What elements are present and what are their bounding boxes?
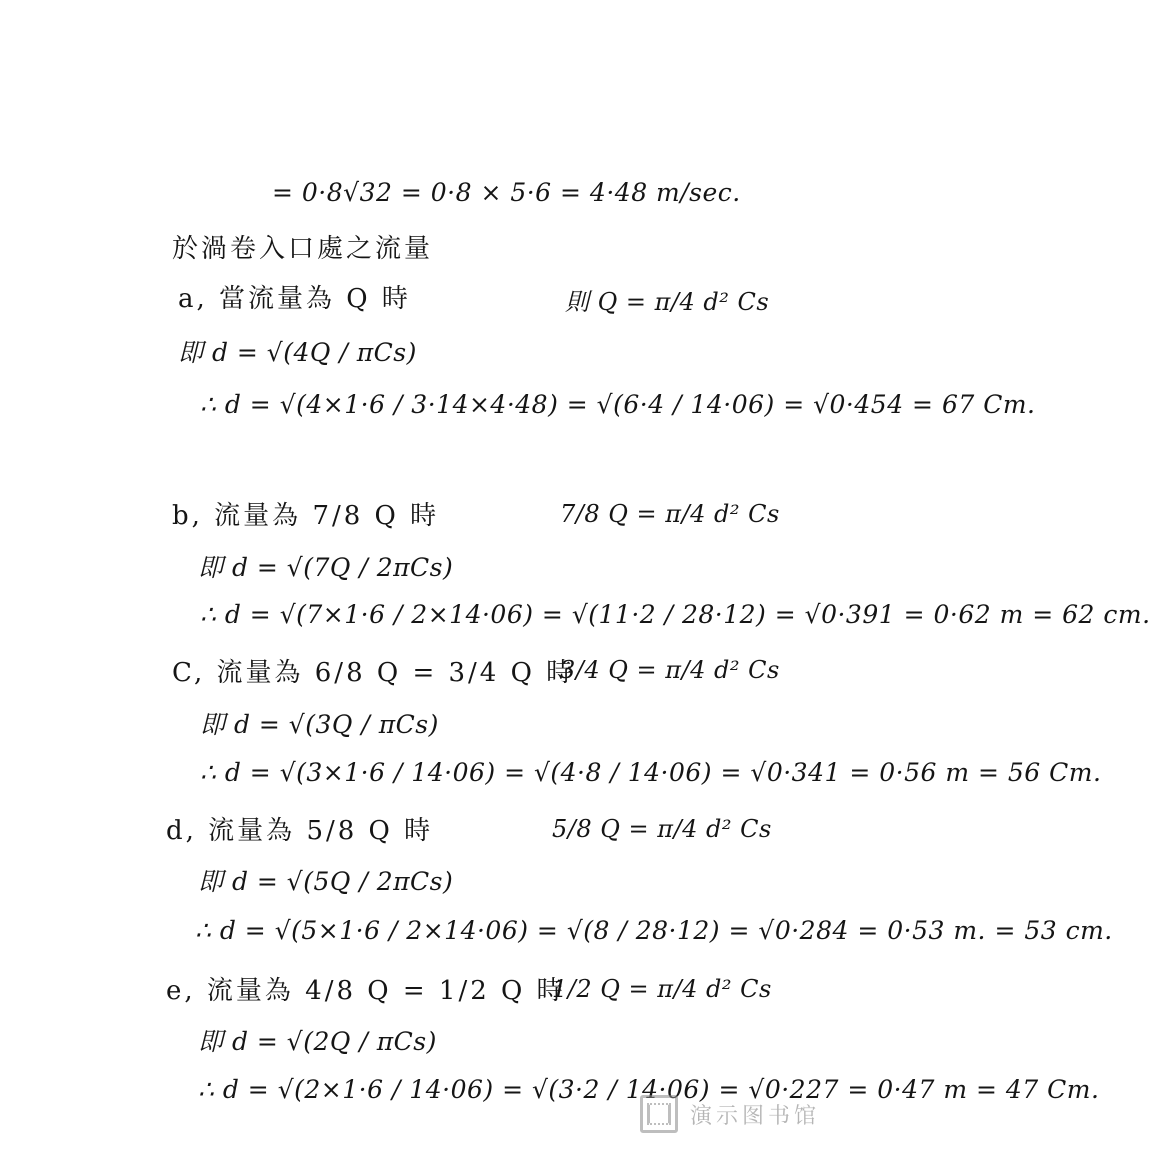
formula-e: 即 d = √(2Q / πCs): [198, 1027, 437, 1056]
condition-b: b, 流量為 7/8 Q 時: [172, 501, 440, 531]
condition-d: d, 流量為 5/8 Q 時: [166, 816, 434, 846]
calculation-a: ∴ d = √(4×1·6 / 3·14×4·48) = √(6·4 / 14·06) = √0·454 = 67 Cm.: [200, 390, 1036, 419]
relation-a: 則 Q = π/4 d² Cs: [565, 288, 770, 316]
condition-a: a, 當流量為 Q 時: [178, 284, 411, 314]
relation-c: 3/4 Q = π/4 d² Cs: [560, 656, 780, 684]
calculation-e: ∴ d = √(2×1·6 / 14·06) = √(3·2 / 14·06) = √0·227 = 0·47 m = 47 Cm.: [198, 1075, 1100, 1104]
library-seal-icon: [640, 1095, 678, 1133]
condition-c: C, 流量為 6/8 Q = 3/4 Q 時: [172, 658, 576, 688]
watermark: [640, 1095, 820, 1133]
formula-b: 即 d = √(7Q / 2πCs): [198, 553, 454, 582]
calculation-d: ∴ d = √(5×1·6 / 2×14·06) = √(8 / 28·12) = √0·284 = 0·53 m. = 53 cm.: [195, 916, 1113, 945]
calculation-b: ∴ d = √(7×1·6 / 2×14·06) = √(11·2 / 28·12) = √0·391 = 0·62 m = 62 cm.: [200, 600, 1151, 629]
relation-e: 1/2 Q = π/4 d² Cs: [552, 975, 772, 1003]
calculation-c: ∴ d = √(3×1·6 / 14·06) = √(4·8 / 14·06) = √0·341 = 0·56 m = 56 Cm.: [200, 758, 1102, 787]
relation-d: 5/8 Q = π/4 d² Cs: [552, 815, 772, 843]
relation-b: 7/8 Q = π/4 d² Cs: [560, 500, 780, 528]
formula-d: 即 d = √(5Q / 2πCs): [198, 867, 454, 896]
section-heading: 於渦卷入口處之流量: [172, 234, 434, 264]
formula-a: 即 d = √(4Q / πCs): [178, 338, 417, 367]
top-equation: = 0·8√32 = 0·8 × 5·6 = 4·48 m/sec.: [272, 178, 741, 207]
condition-e: e, 流量為 4/8 Q = 1/2 Q 時: [166, 976, 566, 1006]
formula-c: 即 d = √(3Q / πCs): [200, 710, 439, 739]
watermark-text: 演示图书馆: [690, 1103, 821, 1129]
